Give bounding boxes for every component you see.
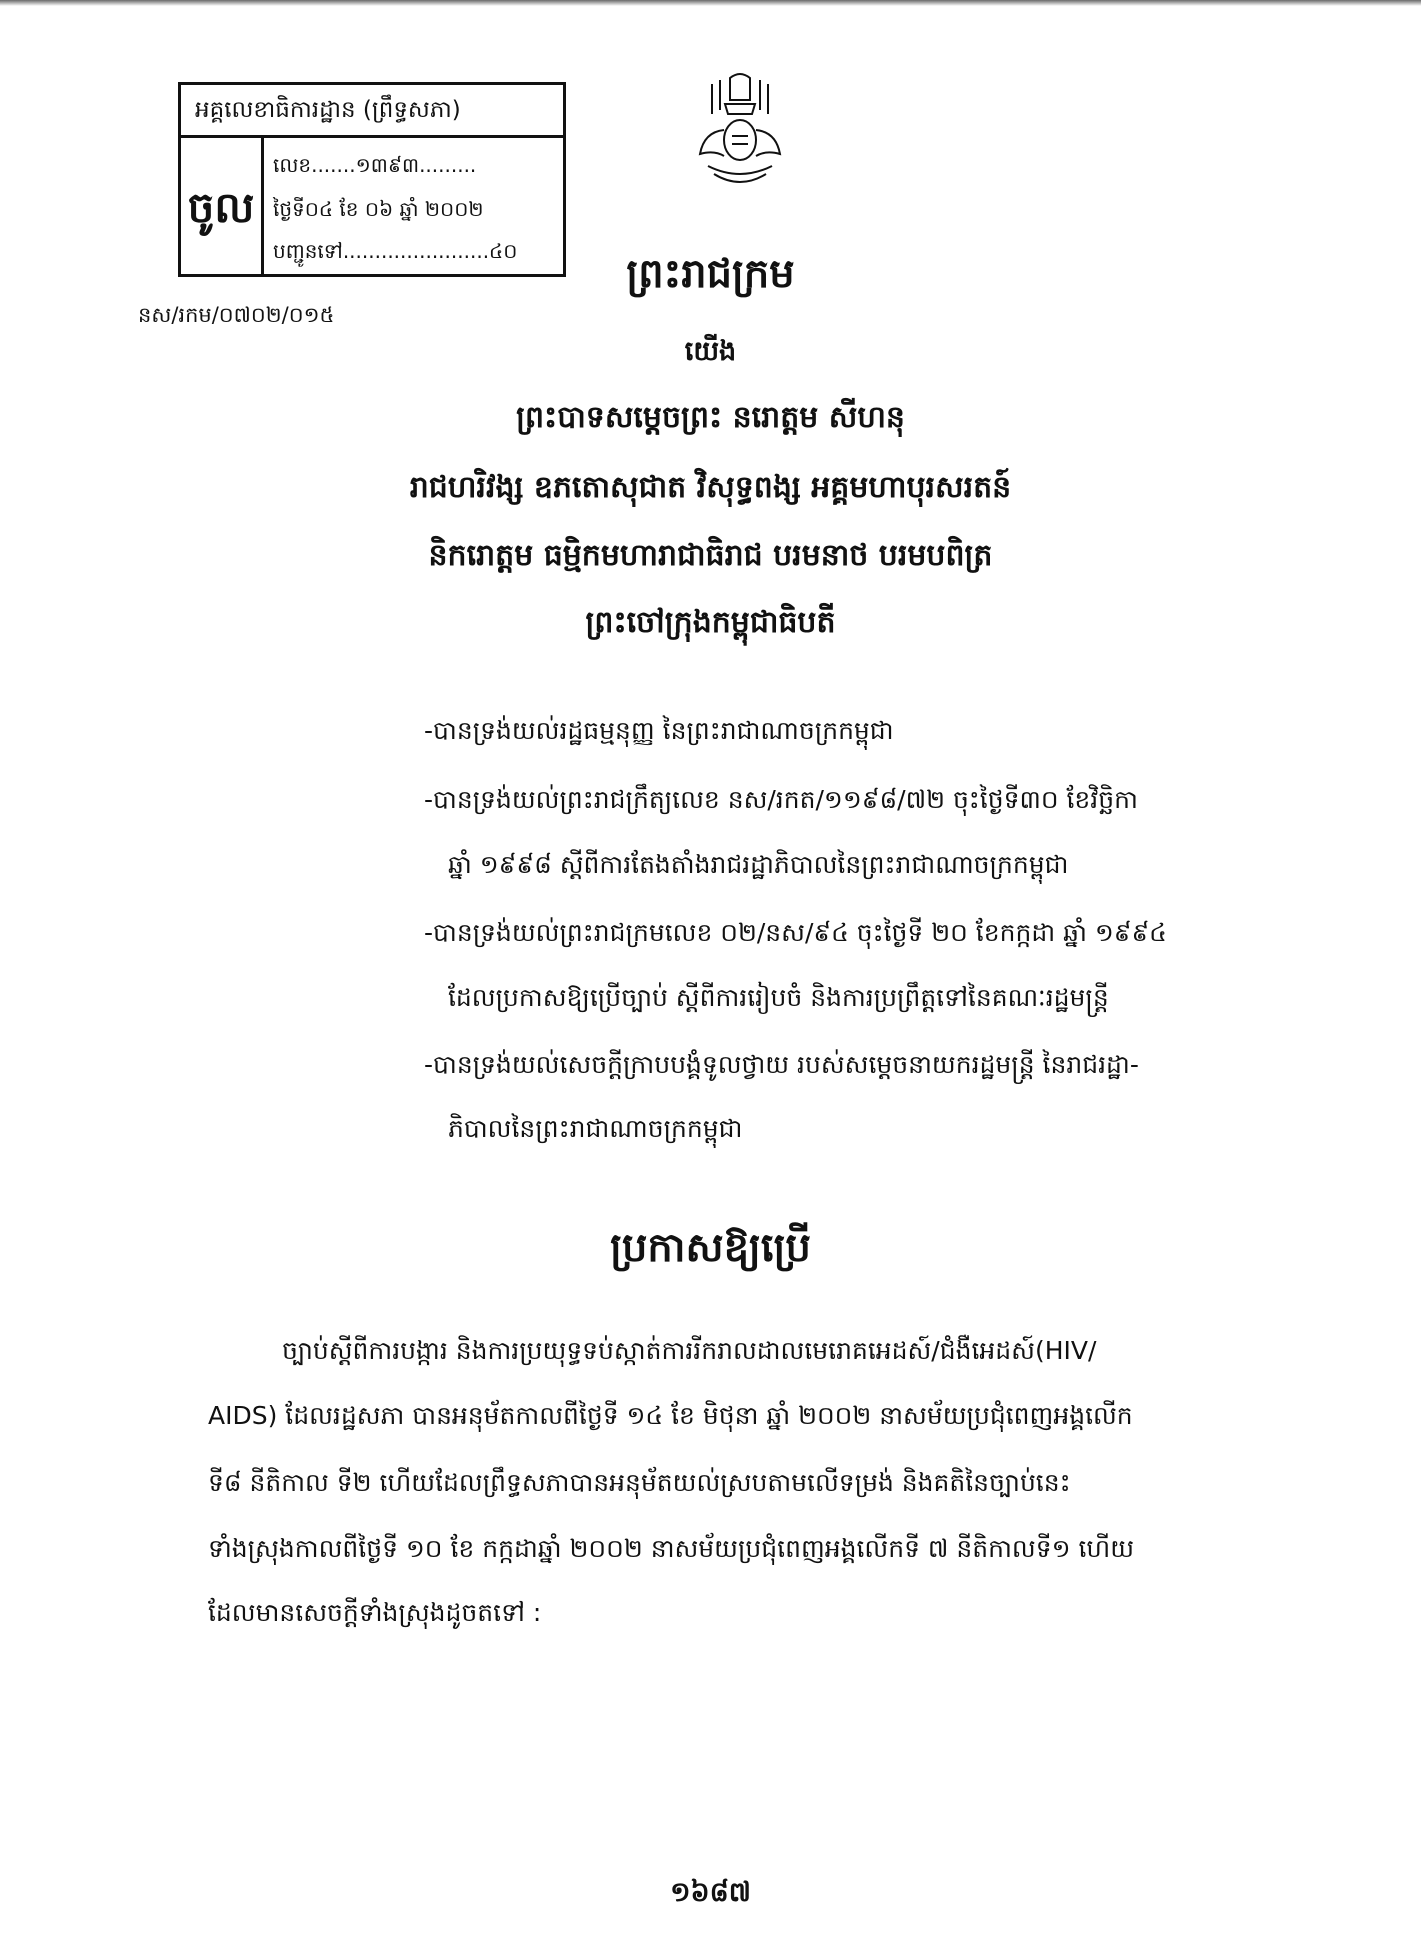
- clause-request-cont: ភិបាលនៃព្រះរាជាណាចក្រកម្ពុជា: [448, 1114, 743, 1143]
- decree-title: ព្រះរាជក្រម: [626, 251, 795, 297]
- body-line-1: ច្បាប់ស្ដីពីការបង្ការ និងការប្រយុទ្ធទប់ស្កាត់ការរីករាលដាលមេរោគអេដស៍/ជំងឺអេដស៍(HIV/: [282, 1336, 1097, 1365]
- king-title-line-4: ព្រះចៅក្រុងកម្ពុជាធិបតី: [585, 605, 836, 640]
- reference-number: នស/រកម/០៧០២/០១៥: [138, 303, 335, 327]
- king-title-line-2: រាជហរិវង្ស ឧភតោសុជាត វិសុទ្ធពង្ស អគ្គមហាបុរសរតន៍: [409, 470, 1012, 505]
- stamp-date-line: ថ្ងៃទី០៤ ខែ ០៦ ឆ្នាំ ២០០២: [273, 197, 484, 221]
- page-number: ១៦៨៧: [670, 1877, 751, 1908]
- we-heading: យើង: [684, 336, 737, 367]
- clause-royal-kram: -បានទ្រង់យល់ព្រះរាជក្រមលេខ ០២/នស/៩៤ ចុះថ្ងៃទី ២០ ខែកក្កដា ឆ្នាំ ១៩៩៤: [424, 918, 1167, 947]
- body-line-3: ទី៨ នីតិកាល ទី២ ហើយដែលព្រឹទ្ធសភាបានអនុម័តយល់ស្របតាមលើទម្រង់ និងគតិនៃច្បាប់នេះ: [208, 1468, 1071, 1497]
- king-title-line-1: ព្រះបាទសម្ដេចព្រះ នរោត្តម សីហនុ: [516, 400, 905, 435]
- clause-royal-decree: -បានទ្រង់យល់ព្រះរាជក្រឹត្យលេខ នស/រកត/១១៩៨/៧២ ចុះថ្ងៃទី៣០ ខែវិច្ឆិកា: [424, 785, 1138, 814]
- stamp-header: អគ្គលេខាធិការដ្ឋាន (ព្រឹទ្ធសភា): [181, 85, 563, 138]
- body-line-2: AIDS) ដែលរដ្ឋសភា បានអនុម័តកាលពីថ្ងៃទី ១៤ ខែ មិថុនា ឆ្នាំ ២០០២ នាសម័យប្រជុំពេញអង្គលើក: [208, 1401, 1133, 1430]
- clause-request: -បានទ្រង់យល់សេចក្ដីក្រាបបង្គំទូលថ្វាយ របស់សម្ដេចនាយករដ្ឋមន្ត្រី នៃរាជរដ្ឋា-: [424, 1050, 1139, 1079]
- royal-emblem-icon: [690, 70, 790, 200]
- stamp-number-line: លេខ.......១៣៩៣.........: [273, 153, 477, 177]
- king-title-line-3: និករោត្តម ធម្មិកមហារាជាធិរាជ បរមនាថ បរមបពិត្រ: [428, 538, 993, 573]
- clause-royal-decree-cont: ឆ្នាំ ១៩៩៨ ស្ដីពីការតែងតាំងរាជរដ្ឋាភិបាលនៃព្រះរាជាណាចក្រកម្ពុជា: [448, 850, 1069, 879]
- body-line-5: ដែលមានសេចក្ដីទាំងស្រុងដូចតទៅ :: [208, 1598, 542, 1627]
- scan-edge: [0, 0, 1421, 6]
- stamp-forward-line: បញ្ជូនទៅ.......................៤០: [273, 239, 518, 263]
- clause-royal-kram-cont: ដែលប្រកាសឱ្យប្រើច្បាប់ ស្ដីពីការរៀបចំ និងការប្រព្រឹត្តទៅនៃគណៈរដ្ឋមន្ត្រី: [448, 983, 1109, 1012]
- stamp-mark: ចូល: [181, 138, 264, 277]
- clause-constitution: -បានទ្រង់យល់រដ្ឋធម្មនុញ្ញ នៃព្រះរាជាណាចក្រកម្ពុជា: [424, 716, 894, 745]
- body-line-4: ទាំងស្រុងកាលពីថ្ងៃទី ១០ ខែ កក្កដាឆ្នាំ ២០០២ នាសម័យប្រជុំពេញអង្គលើកទី ៧ នីតិកាលទី១ ហើយ: [208, 1534, 1135, 1563]
- promulgate-heading: ប្រកាសឱ្យប្រើ: [610, 1225, 811, 1271]
